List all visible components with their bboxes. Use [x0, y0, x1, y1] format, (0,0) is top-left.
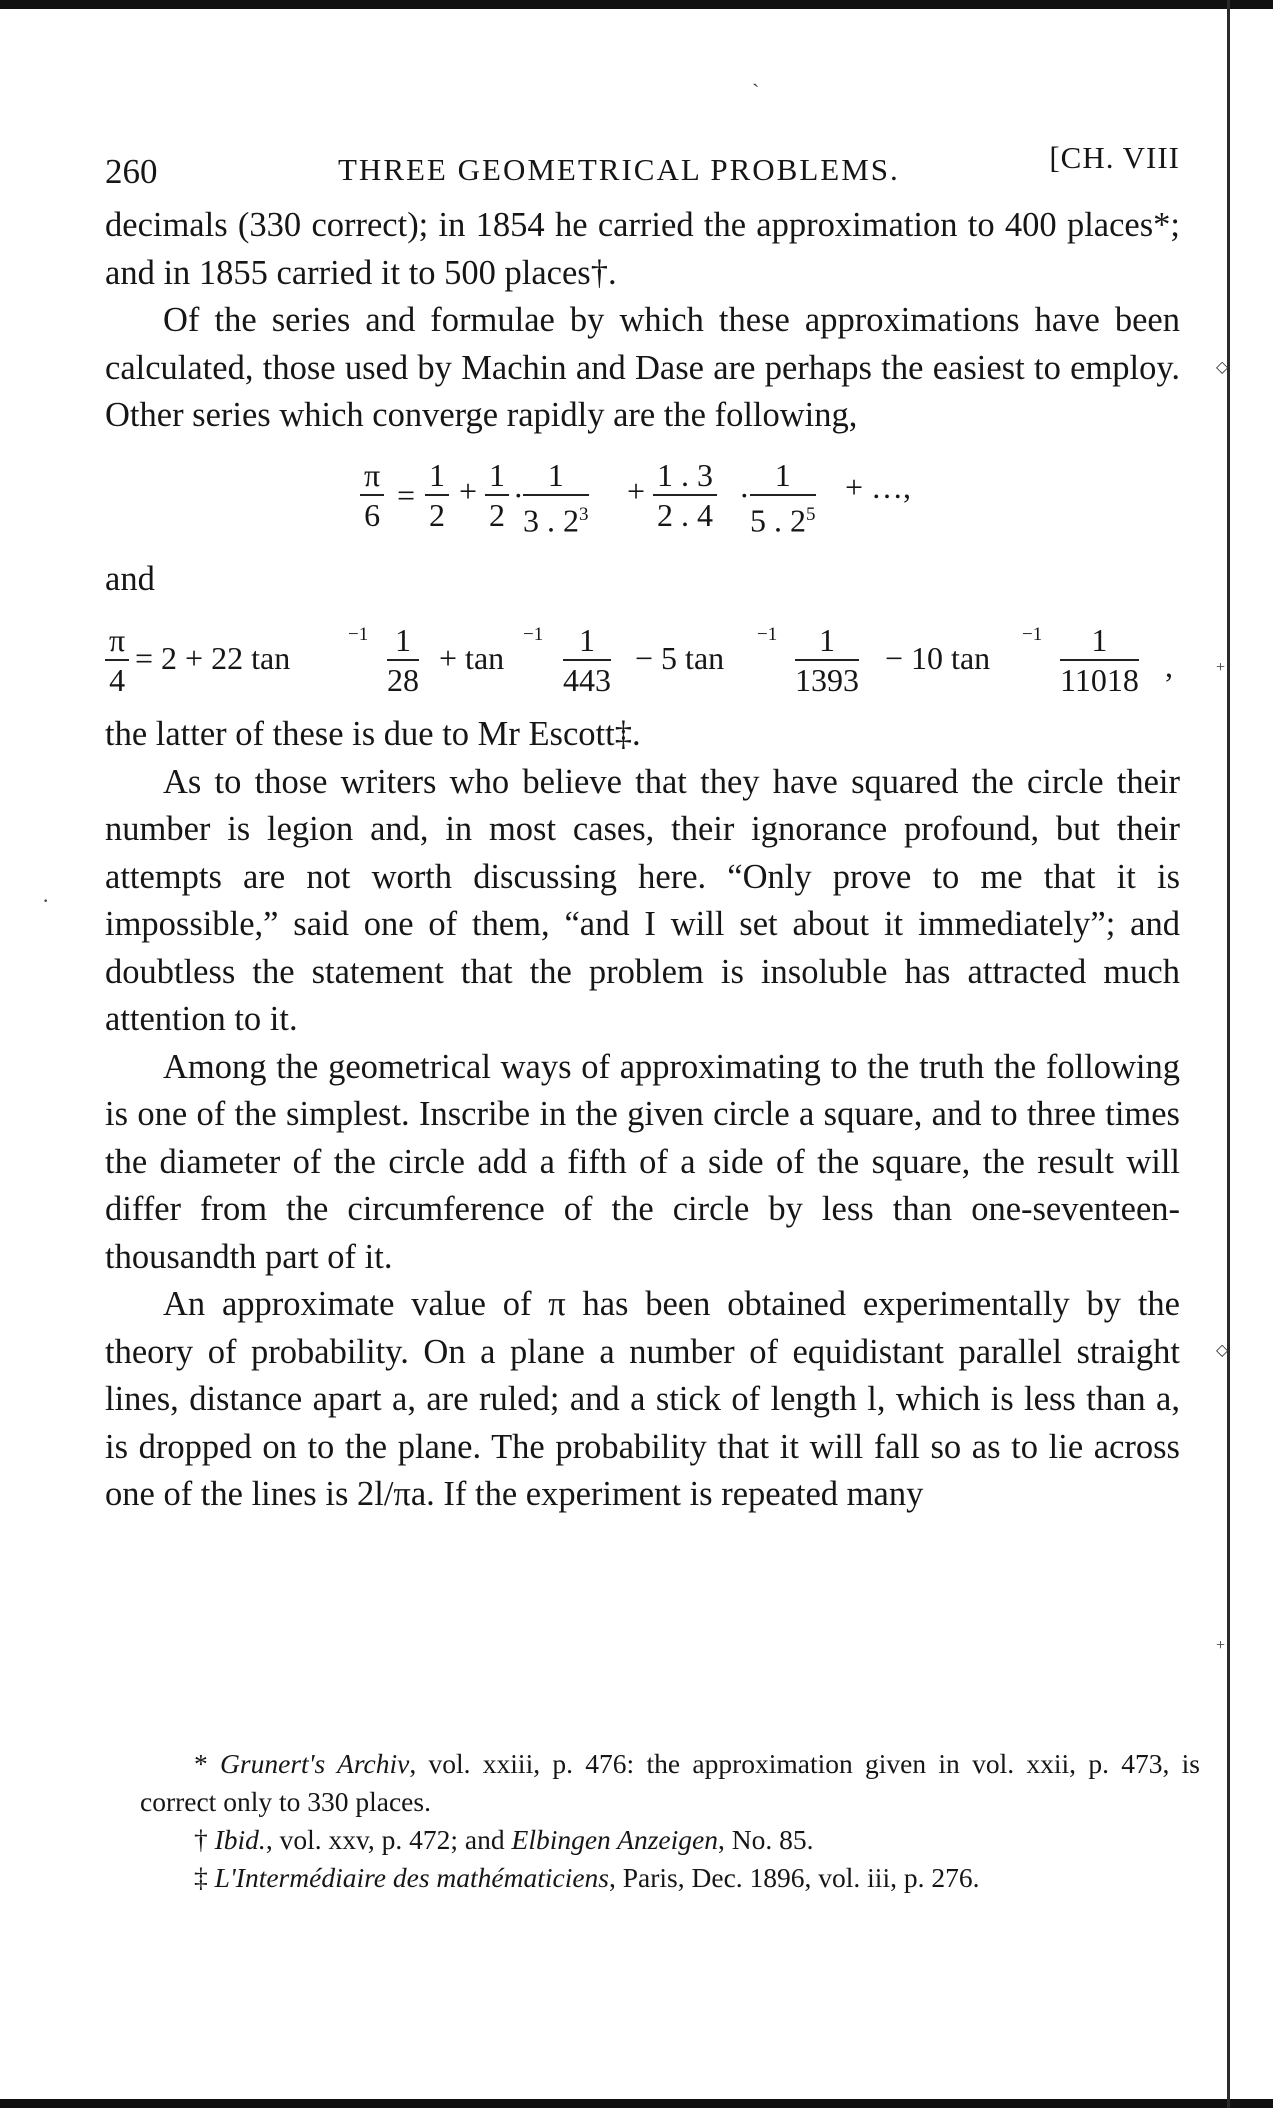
- running-header: [105, 140, 1180, 202]
- paragraph-6: An approximate value of π has been obtained experimentally by the theory of probability. On a plane a number of equidistant parallel straight lines, distance apart a, are ruled; and a stick of length l, which is less than a, is dropped on to the plane. The probability that it will fall so as to lie across one of the lines is 2l/πa. If the experiment is repeated many: [105, 1285, 1180, 1513]
- eq2-frac2: $\frac{1}{443}$: [563, 622, 611, 698]
- margin-mark: ◇: [1216, 359, 1229, 376]
- bottom-border: [0, 2099, 1273, 2108]
- paragraph-4: As to those writers who believe that they have squared the circle their number is legion and, in most cases, their ignorance profound, but their attempts are not worth discussing here. “Only prove to me that it is impossible,” said one of them, “and I will set about it immediately”; and doubtless the statement that the problem is insoluble has attracted much attention to it.: [105, 762, 1180, 1038]
- running-title: THREE GEOMETRICAL PROBLEMS.: [338, 152, 900, 187]
- margin-mark: +: [1216, 1637, 1226, 1654]
- eq1-term3a: $\frac{1 . 3}{2 . 4}$: [653, 456, 717, 534]
- margin-mark: ◇: [1216, 1342, 1229, 1359]
- page-content: [105, 140, 1180, 1519]
- margin-mark: +: [1216, 659, 1226, 676]
- paragraph-3: the latter of these is due to Mr Escott‡.: [105, 715, 641, 753]
- eq1-term2a: $\frac{1}{2}$: [485, 456, 509, 534]
- footnotes: [140, 1745, 1200, 1897]
- equation-pi-over-4: $\frac{\pi}{4}$ = 2 + 22 tan −1 $\frac{1}{28}$ + tan −1 $\frac{1}{443}$ − 5 tan −1 $\frac{1}{1393}$ − 10 tan −1 $\frac{1}{11018}$ ,: [105, 607, 1180, 711]
- eq1-term3b: $\frac{1}{5 . 2^5}$: [750, 456, 816, 539]
- eq2-frac1: $\frac{1}{28}$: [387, 622, 419, 698]
- top-border: [0, 0, 1273, 9]
- footnote-3: ‡ L'Intermédiaire des mathématiciens, Paris, Dec. 1896, vol. iii, p. 276.: [194, 1862, 980, 1893]
- footnote-1: * Grunert's Archiv, vol. xxiii, p. 476: the approximation given in vol. xxii, p. 473, is correct only to 330 places.: [140, 1748, 1201, 1817]
- eq1-equals: =: [397, 476, 416, 513]
- eq2-frac3: $\frac{1}{1393}$: [795, 622, 859, 698]
- eq2-frac4: $\frac{1}{11018}$: [1060, 622, 1139, 698]
- paragraph-5: Among the geometrical ways of approximating to the truth the following is one of the simplest. Inscribe in the given circle a square, and to three times the diameter of the circle add a fifth of a side of the square, the result will differ from the circumference of the circle by less than one-seventeen-thousandth part of it.: [105, 1047, 1180, 1276]
- ink-speck: ˏ: [752, 62, 760, 87]
- ink-speck: ·: [42, 888, 50, 913]
- eq2-lhs: $\frac{\pi}{4}$: [105, 621, 129, 699]
- equation-pi-over-6: $\frac{\pi}{6}$ = $\frac{1}{2}$ + $\frac{1}{2}$ · $\frac{1}{3 . 2^3}$ + $\frac{1 . 3}{2 . 4}$ · $\frac{1}{5 . 2^5}$ + …,: [105, 446, 1180, 556]
- eq1-term2b: $\frac{1}{3 . 2^3}$: [523, 456, 589, 539]
- paragraph-1: decimals (330 correct); in 1854 he carried the approximation to 400 places*; and in 1855 carried it to 500 places†.: [105, 206, 1180, 292]
- footnote-2: † Ibid., vol. xxv, p. 472; and Elbingen Anzeigen, No. 85.: [194, 1824, 814, 1855]
- page-number: 260: [105, 152, 158, 191]
- eq1-lhs: $\frac{\pi}{6}$: [360, 456, 384, 534]
- chapter-label: [CH. VIII: [1049, 140, 1180, 175]
- paragraph-2: Of the series and formulae by which these approximations have been calculated, those used by Machin and Dase are perhaps the easiest to employ. Other series which converge rapidly are the following,: [105, 301, 1180, 434]
- eq1-term1: $\frac{1}{2}$: [425, 456, 449, 534]
- right-margin-rule: [1227, 0, 1230, 2108]
- and-word: and: [105, 559, 155, 598]
